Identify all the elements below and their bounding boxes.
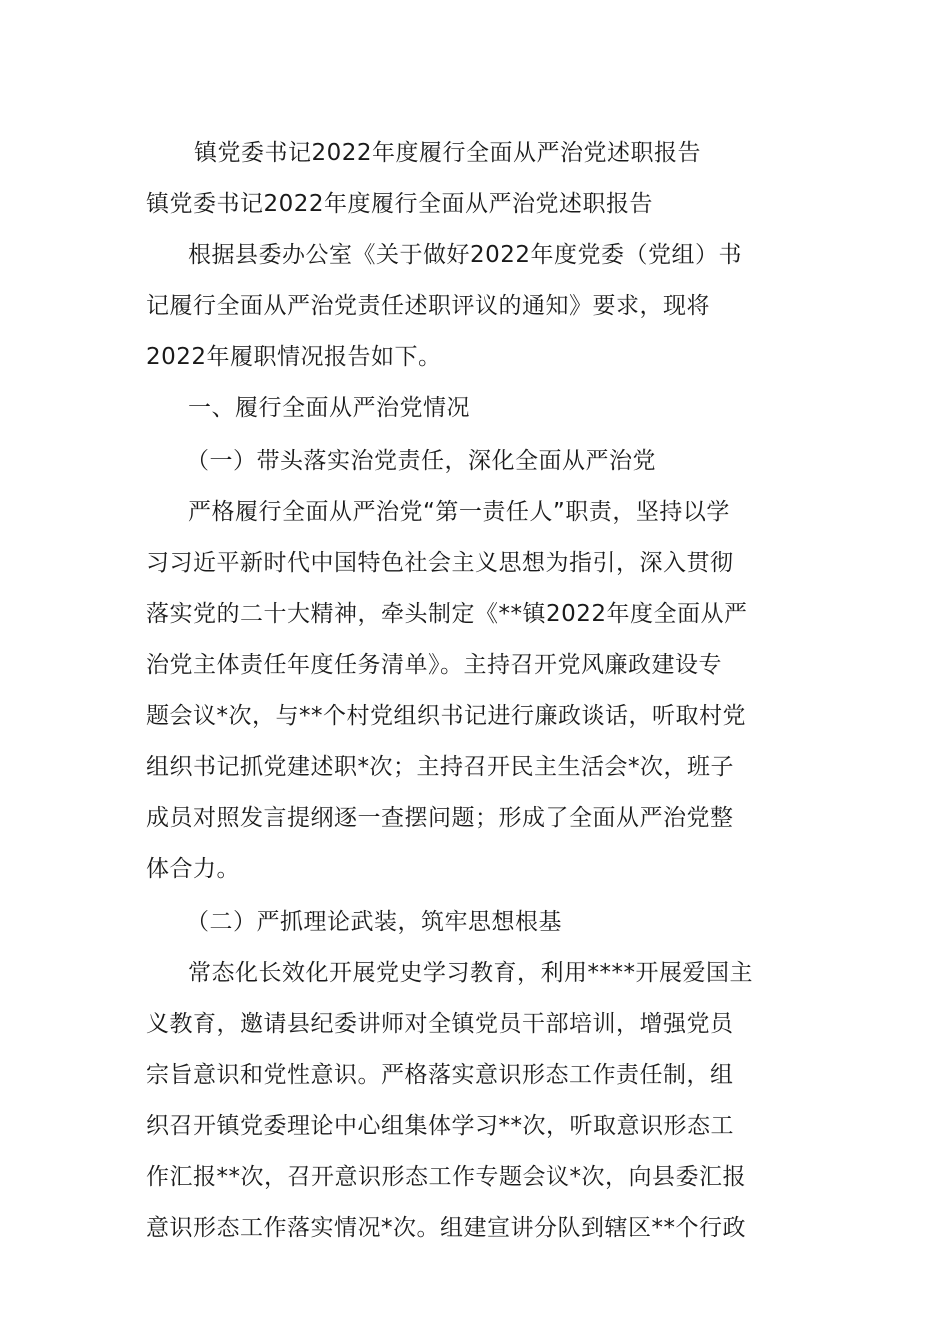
paragraph-line: 习习近平新时代中国特色社会主义思想为指引，深入贯彻 [146, 550, 734, 576]
paragraph-line: 组织书记抓党建述职*次；主持召开民主生活会*次，班子 [146, 754, 734, 780]
paragraph-line: 常态化长效化开展党史学习教育，利用****开展爱国主 [188, 960, 753, 986]
paragraph-line: 题会议*次，与**个村党组织书记进行廉政谈话，听取村党 [146, 703, 746, 729]
intro-line: 根据县委办公室《关于做好2022年度党委（党组）书 [188, 242, 743, 268]
paragraph-line: 意识形态工作落实情况*次。组建宣讲分队到辖区**个行政 [146, 1215, 746, 1241]
paragraph-line: 义教育，邀请县纪委讲师对全镇党员干部培训，增强党员 [146, 1011, 734, 1037]
paragraph-line: 落实党的二十大精神，牵头制定《**镇2022年度全面从严 [146, 601, 748, 627]
section-heading: 一、履行全面从严治党情况 [188, 395, 470, 421]
document-body [146, 128, 818, 1254]
subsection-heading: （二）严抓理论武装，筑牢思想根基 [186, 909, 562, 935]
paragraph-line: 宗旨意识和党性意识。严格落实意识形态工作责任制，组 [146, 1062, 734, 1088]
paragraph-line: 严格履行全面从严治党“第一责任人”职责，坚持以学 [188, 499, 730, 525]
paragraph-line: 织召开镇党委理论中心组集体学习**次，听取意识形态工 [146, 1113, 734, 1139]
document-title: 镇党委书记2022年度履行全面从严治党述职报告 [194, 140, 702, 166]
intro-line: 记履行全面从严治党责任述职评议的通知》要求，现将 [146, 293, 710, 319]
subsection-heading: （一）带头落实治党责任，深化全面从严治党 [186, 448, 656, 474]
paragraph-line: 成员对照发言提纲逐一查摆问题；形成了全面从严治党整 [146, 805, 734, 831]
document-subtitle: 镇党委书记2022年度履行全面从严治党述职报告 [146, 191, 654, 217]
paragraph-line: 体合力。 [146, 856, 240, 882]
paragraph-line: 作汇报**次，召开意识形态工作专题会议*次，向县委汇报 [146, 1164, 746, 1190]
paragraph-line: 治党主体责任年度任务清单》。主持召开党风廉政建设专 [146, 652, 722, 678]
intro-line: 2022年履职情况报告如下。 [146, 344, 442, 370]
